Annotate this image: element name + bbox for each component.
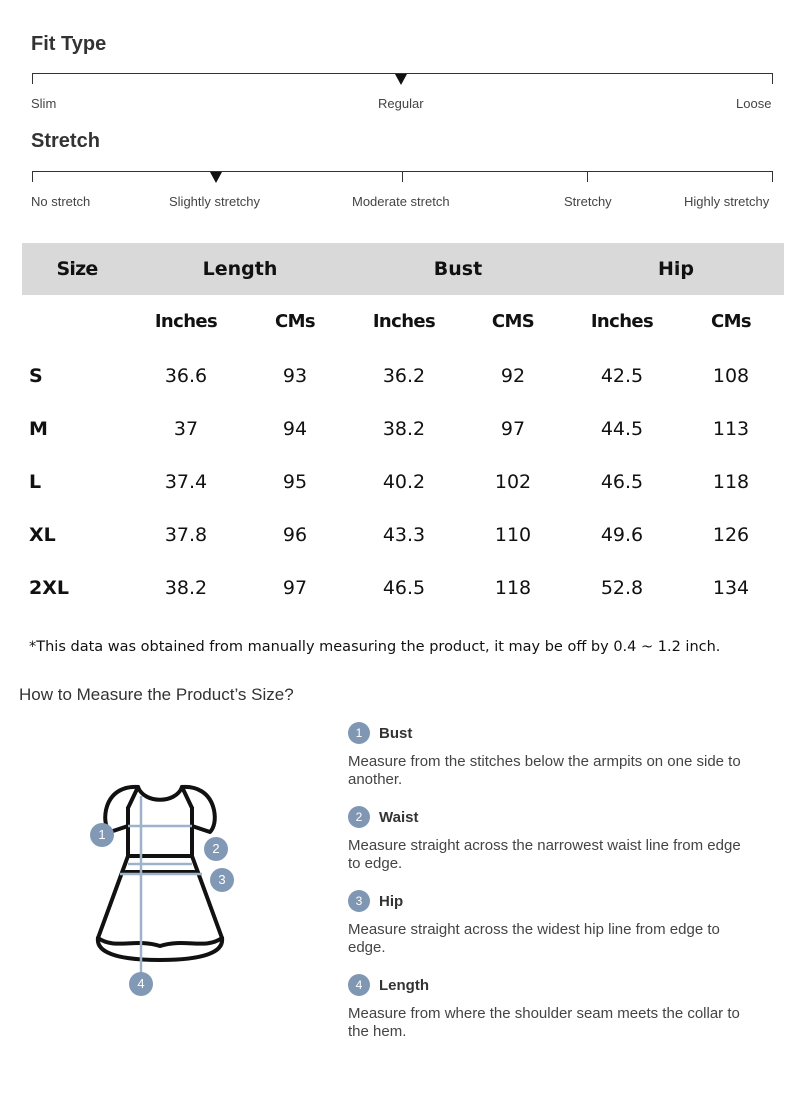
cell-hip-cms: 126	[712, 524, 750, 546]
size-label: 2XL	[29, 577, 69, 599]
diagram-badge-hip: 3	[210, 868, 234, 892]
cell-hip-inches: 49.6	[600, 524, 644, 546]
unit-length-inches: Inches	[154, 311, 218, 332]
cell-length-cms: 93	[282, 365, 308, 387]
diagram-badge-length: 4	[129, 972, 153, 996]
measure-item-title: Bust	[379, 725, 413, 742]
unit-length-cms: CMs	[274, 311, 316, 332]
stretch-label-high: Highly stretchy	[684, 194, 770, 209]
fit-type-pointer	[395, 74, 407, 85]
size-label: XL	[29, 524, 56, 546]
cell-length-cms: 95	[282, 471, 308, 493]
group-bust: Bust	[433, 258, 483, 280]
cell-length-inches: 36.6	[164, 365, 208, 387]
measurement-note: *This data was obtained from manually measuring the product, it may be off by 0.4 ~ 1.2 inch.	[29, 639, 721, 655]
measure-item-desc: Measure from where the shoulder seam meets the collar to the hem.	[348, 1005, 740, 1040]
measure-item-desc: Measure from the stitches below the armpits on one side to another.	[348, 753, 741, 788]
unit-hip-inches: Inches	[590, 311, 654, 332]
fit-label-loose: Loose	[736, 96, 772, 111]
cell-bust-cms: 97	[500, 418, 526, 440]
unit-bust-inches: Inches	[372, 311, 436, 332]
cell-length-inches: 37.4	[164, 471, 208, 493]
measure-item-title: Hip	[379, 893, 404, 910]
number-badge: 3	[348, 890, 370, 912]
measure-title: How to Measure the Product’s Size?	[19, 685, 294, 704]
cell-hip-inches: 52.8	[600, 577, 644, 599]
cell-hip-inches: 46.5	[600, 471, 644, 493]
measure-item-desc: Measure straight across the narrowest waist line from edge to edge.	[348, 837, 741, 872]
cell-bust-inches: 38.2	[382, 418, 426, 440]
number-badge: 1	[348, 722, 370, 744]
cell-hip-inches: 44.5	[600, 418, 644, 440]
group-hip: Hip	[657, 258, 694, 280]
cell-hip-cms: 113	[712, 418, 750, 440]
diagram-badge-waist: 2	[204, 837, 228, 861]
stretch-pointer	[210, 172, 222, 183]
cell-length-inches: 38.2	[164, 577, 208, 599]
fit-label-slim: Slim	[31, 96, 57, 111]
cell-bust-inches: 40.2	[382, 471, 426, 493]
cell-bust-inches: 36.2	[382, 365, 426, 387]
cell-hip-inches: 42.5	[600, 365, 644, 387]
cell-bust-inches: 43.3	[382, 524, 426, 546]
stretch-label-slight: Slightly stretchy	[169, 194, 261, 209]
cell-length-cms: 96	[282, 524, 308, 546]
cell-bust-cms: 102	[494, 471, 532, 493]
cell-length-inches: 37	[173, 418, 199, 440]
unit-bust-cms: CMS	[491, 311, 535, 332]
unit-hip-cms: CMs	[710, 311, 752, 332]
cell-hip-cms: 134	[712, 577, 750, 599]
number-badge: 4	[348, 974, 370, 996]
stretch-label-none: No stretch	[31, 194, 91, 209]
cell-bust-cms: 92	[500, 365, 526, 387]
cell-bust-inches: 46.5	[382, 577, 426, 599]
cell-bust-cms: 110	[494, 524, 532, 546]
measure-item-title: Waist	[379, 809, 419, 826]
stretch-label-moderate: Moderate stretch	[352, 194, 450, 209]
stretch-label-stretchy: Stretchy	[564, 194, 612, 209]
number-badge: 2	[348, 806, 370, 828]
size-label: L	[29, 471, 42, 493]
cell-length-cms: 97	[282, 577, 308, 599]
stretch-title: Stretch	[31, 130, 100, 152]
size-label: M	[29, 418, 48, 440]
size-header: Size	[56, 258, 98, 280]
diagram-badge-bust: 1	[90, 823, 114, 847]
cell-hip-cms: 108	[712, 365, 750, 387]
group-length: Length	[202, 258, 278, 280]
measure-item-title: Length	[379, 977, 429, 994]
cell-length-cms: 94	[282, 418, 308, 440]
fit-label-regular: Regular	[378, 96, 424, 111]
measure-item-desc: Measure straight across the widest hip line from edge to edge.	[348, 921, 720, 956]
cell-hip-cms: 118	[712, 471, 750, 493]
fit-type-title: Fit Type	[31, 33, 107, 55]
cell-bust-cms: 118	[494, 577, 532, 599]
cell-length-inches: 37.8	[164, 524, 208, 546]
size-label: S	[29, 365, 43, 387]
